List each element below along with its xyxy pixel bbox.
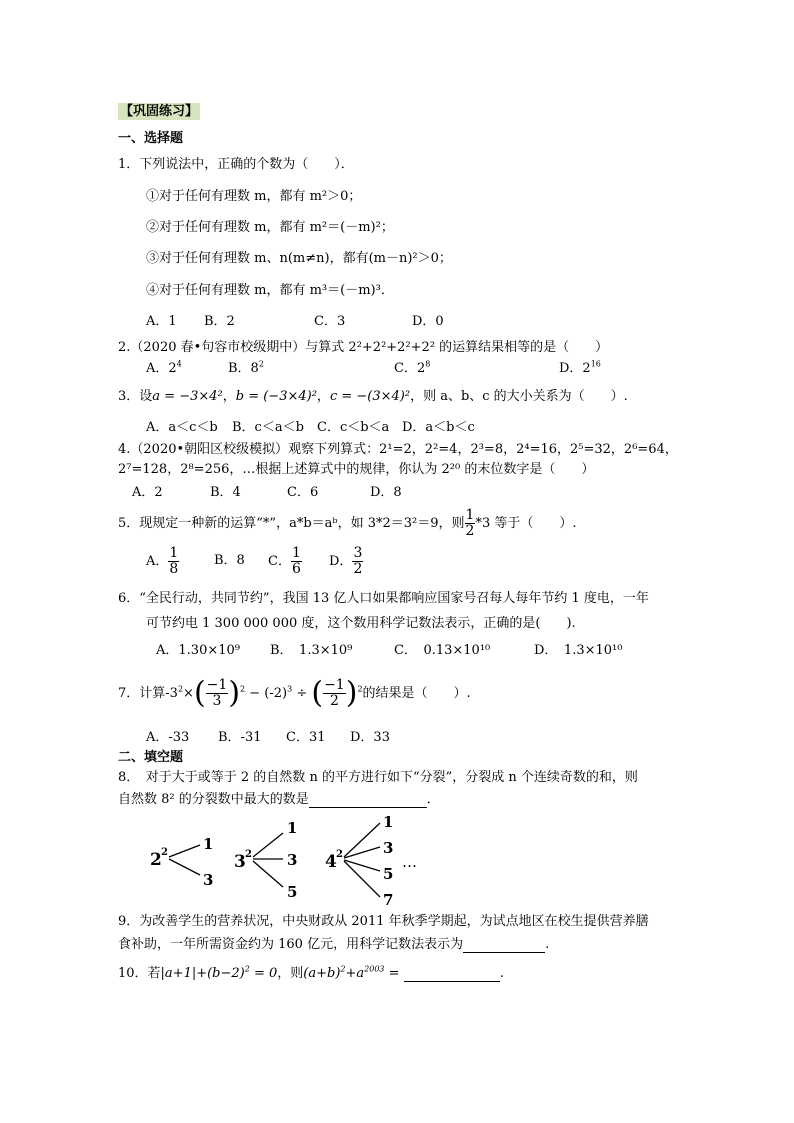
q3-option-d: D．a＜b＜c bbox=[402, 420, 475, 435]
q10-answer-blank[interactable] bbox=[404, 967, 500, 982]
svg-text:2: 2 bbox=[161, 847, 168, 858]
q10-condition: $|a+1|+(b-2)^2 = 0$ bbox=[160, 964, 278, 981]
section-tag: 【巩固练习】 bbox=[120, 104, 199, 119]
q4-option-a: A．2 bbox=[132, 485, 163, 500]
split-group-4 bbox=[325, 813, 417, 909]
q5-option-b: B．8 bbox=[214, 553, 245, 568]
svg-text:1: 1 bbox=[287, 819, 298, 837]
q1-statement-4: ④对于任何有理数 m，都有 m³＝(－m)³． bbox=[146, 283, 394, 298]
svg-text:1: 1 bbox=[203, 835, 214, 853]
q10-stem: 10．若$|a+1|+(b-2)^2 = 0$，则$(a+b)^2+a^{2003}$ = . bbox=[118, 964, 504, 981]
q6-option-b: B． 1.3×10⁹ bbox=[270, 643, 353, 658]
q5-option-c: C． $\frac{1}{6}$ bbox=[268, 545, 301, 577]
split-group-2 bbox=[150, 835, 213, 889]
svg-text:2: 2 bbox=[336, 849, 343, 860]
q8-line-1: 8． 对于大于或等于 2 的自然数 n 的平方进行如下“分裂”，分裂成 n 个连续奇数的和，则 bbox=[118, 770, 638, 785]
svg-text:5: 5 bbox=[287, 883, 298, 901]
q6-option-a: A．1.30×10⁹ bbox=[156, 643, 240, 658]
q7-expression: $-3^2\times$( $\frac{-1}{3}$ )$^2 - (-2)^3$ ÷ ( $\frac{-1}{2}$ )$^2$ bbox=[165, 675, 363, 711]
q1-option-d: D．0 bbox=[412, 314, 444, 329]
q3-option-b: B．c＜a＜b bbox=[232, 420, 304, 435]
svg-text:3: 3 bbox=[203, 871, 214, 889]
q6-line-1: 6．“全民行动，共同节约”，我国 13 亿人口如果都响应国家号召每人每年节约 1 度电，一年 bbox=[118, 591, 649, 606]
q9-answer-blank[interactable] bbox=[463, 938, 545, 953]
section-fill-heading: 二、填空题 bbox=[118, 750, 184, 765]
q2-option-c: C．$2^8$ bbox=[394, 359, 431, 376]
q7-option-a: A．-33 bbox=[146, 730, 190, 745]
svg-text:2: 2 bbox=[245, 849, 252, 860]
q3-option-a: A．a＜c＜b bbox=[146, 420, 218, 435]
q7-option-c: C．31 bbox=[286, 730, 326, 745]
q5-option-d: D． $\frac{3}{2}$ bbox=[329, 545, 363, 577]
q4-line-2: 2⁷=128，2⁸=256，…根据上述算式中的规律，你认为 2²⁰ 的末位数字是（ ） bbox=[118, 462, 595, 477]
q1-option-a: A．1 bbox=[146, 314, 177, 329]
svg-text:3: 3 bbox=[383, 839, 394, 857]
q6-option-c: C． 0.13×10¹⁰ bbox=[394, 643, 491, 658]
q1-option-c: C．3 bbox=[314, 314, 346, 329]
svg-text:3: 3 bbox=[287, 851, 298, 869]
split-diagram bbox=[140, 815, 430, 915]
svg-text:1: 1 bbox=[383, 813, 394, 831]
split-group-3 bbox=[234, 819, 297, 901]
q1-statement-1: ①对于任何有理数 m，都有 m²＞0； bbox=[146, 189, 362, 204]
q2-stem: 2.（2020 春•句容市校级期中）与算式 2²+2²+2²+2² 的运算结果相等的是（ ） bbox=[118, 340, 609, 355]
q4-option-c: C．6 bbox=[287, 485, 319, 500]
q9-line-1: 9．为改善学生的营养状况，中央财政从 2011 年秋季学期起，为试点地区在校生提供营养膳 bbox=[118, 914, 649, 929]
q5-option-a: A． $\frac{1}{8}$ bbox=[146, 545, 179, 577]
svg-text:3: 3 bbox=[234, 852, 246, 872]
q5-stem: 5．现规定一种新的运算“*”，a*b＝aᵇ，如 3*2＝3²＝9，则 $\frac{1}{2}$ *3 等于（ ）. bbox=[118, 507, 577, 539]
q2-option-d: D．$2^{16}$ bbox=[559, 359, 601, 376]
svg-text:4: 4 bbox=[325, 852, 337, 872]
section-choice-heading: 一、选择题 bbox=[118, 131, 184, 146]
q7-stem: 7．计算$-3^2\times$( $\frac{-1}{3}$ )$^2 - (-2)^3$ ÷ ( $\frac{-1}{2}$ )$^2$的结果是（ ）. bbox=[118, 675, 471, 711]
q2-option-b: B．$8^2$ bbox=[228, 359, 264, 376]
q1-statement-3: ③对于任何有理数 m、n(m≠n)，都有(m－n)²＞0； bbox=[146, 251, 452, 266]
q1-stem: 1．下列说法中，正确的个数为（ ）． bbox=[118, 157, 354, 172]
q7-option-b: B．-31 bbox=[218, 730, 262, 745]
q10-expression: $(a+b)^2+a^{2003}$ = bbox=[303, 964, 404, 981]
q1-statement-2: ②对于任何有理数 m，都有 m²＝(－m)²； bbox=[146, 220, 394, 235]
svg-text:7: 7 bbox=[383, 891, 394, 909]
q7-option-d: D．33 bbox=[350, 730, 390, 745]
svg-text:…: … bbox=[402, 853, 417, 871]
q4-line-1: 4.（2020•朝阳区校级模拟）观察下列算式：2¹=2，2²=4，2³=8，2⁴=16，2⁵=32，2⁶=64， bbox=[118, 442, 678, 457]
q3-option-c: C．c＜b＜a bbox=[317, 420, 390, 435]
q4-option-b: B．4 bbox=[210, 485, 241, 500]
q5-fraction: $\frac{1}{2}$ bbox=[465, 507, 475, 539]
svg-text:2: 2 bbox=[150, 850, 162, 870]
q6-option-d: D． 1.3×10¹⁰ bbox=[534, 643, 623, 658]
q8-line-2: 自然数 8² 的分裂数中最大的数是 ． bbox=[118, 792, 440, 807]
q6-line-2: 可节约电 1 300 000 000 度，这个数用科学记数法表示，正确的是( ). bbox=[146, 616, 576, 631]
q9-line-2: 食补助，一年所需资金约为 160 亿元，用科学记数法表示为 . bbox=[118, 937, 550, 952]
svg-text:5: 5 bbox=[383, 865, 394, 883]
q3-stem: 3．设a = −3×4²，b = (−3×4)²，c = −(3×4)²，则 a、b、c 的大小关系为（ ）. bbox=[118, 389, 628, 404]
q8-answer-blank[interactable] bbox=[309, 793, 427, 808]
q1-option-b: B．2 bbox=[204, 314, 235, 329]
q4-option-d: D．8 bbox=[370, 485, 402, 500]
q2-option-a: A．$2^4$ bbox=[146, 359, 182, 376]
